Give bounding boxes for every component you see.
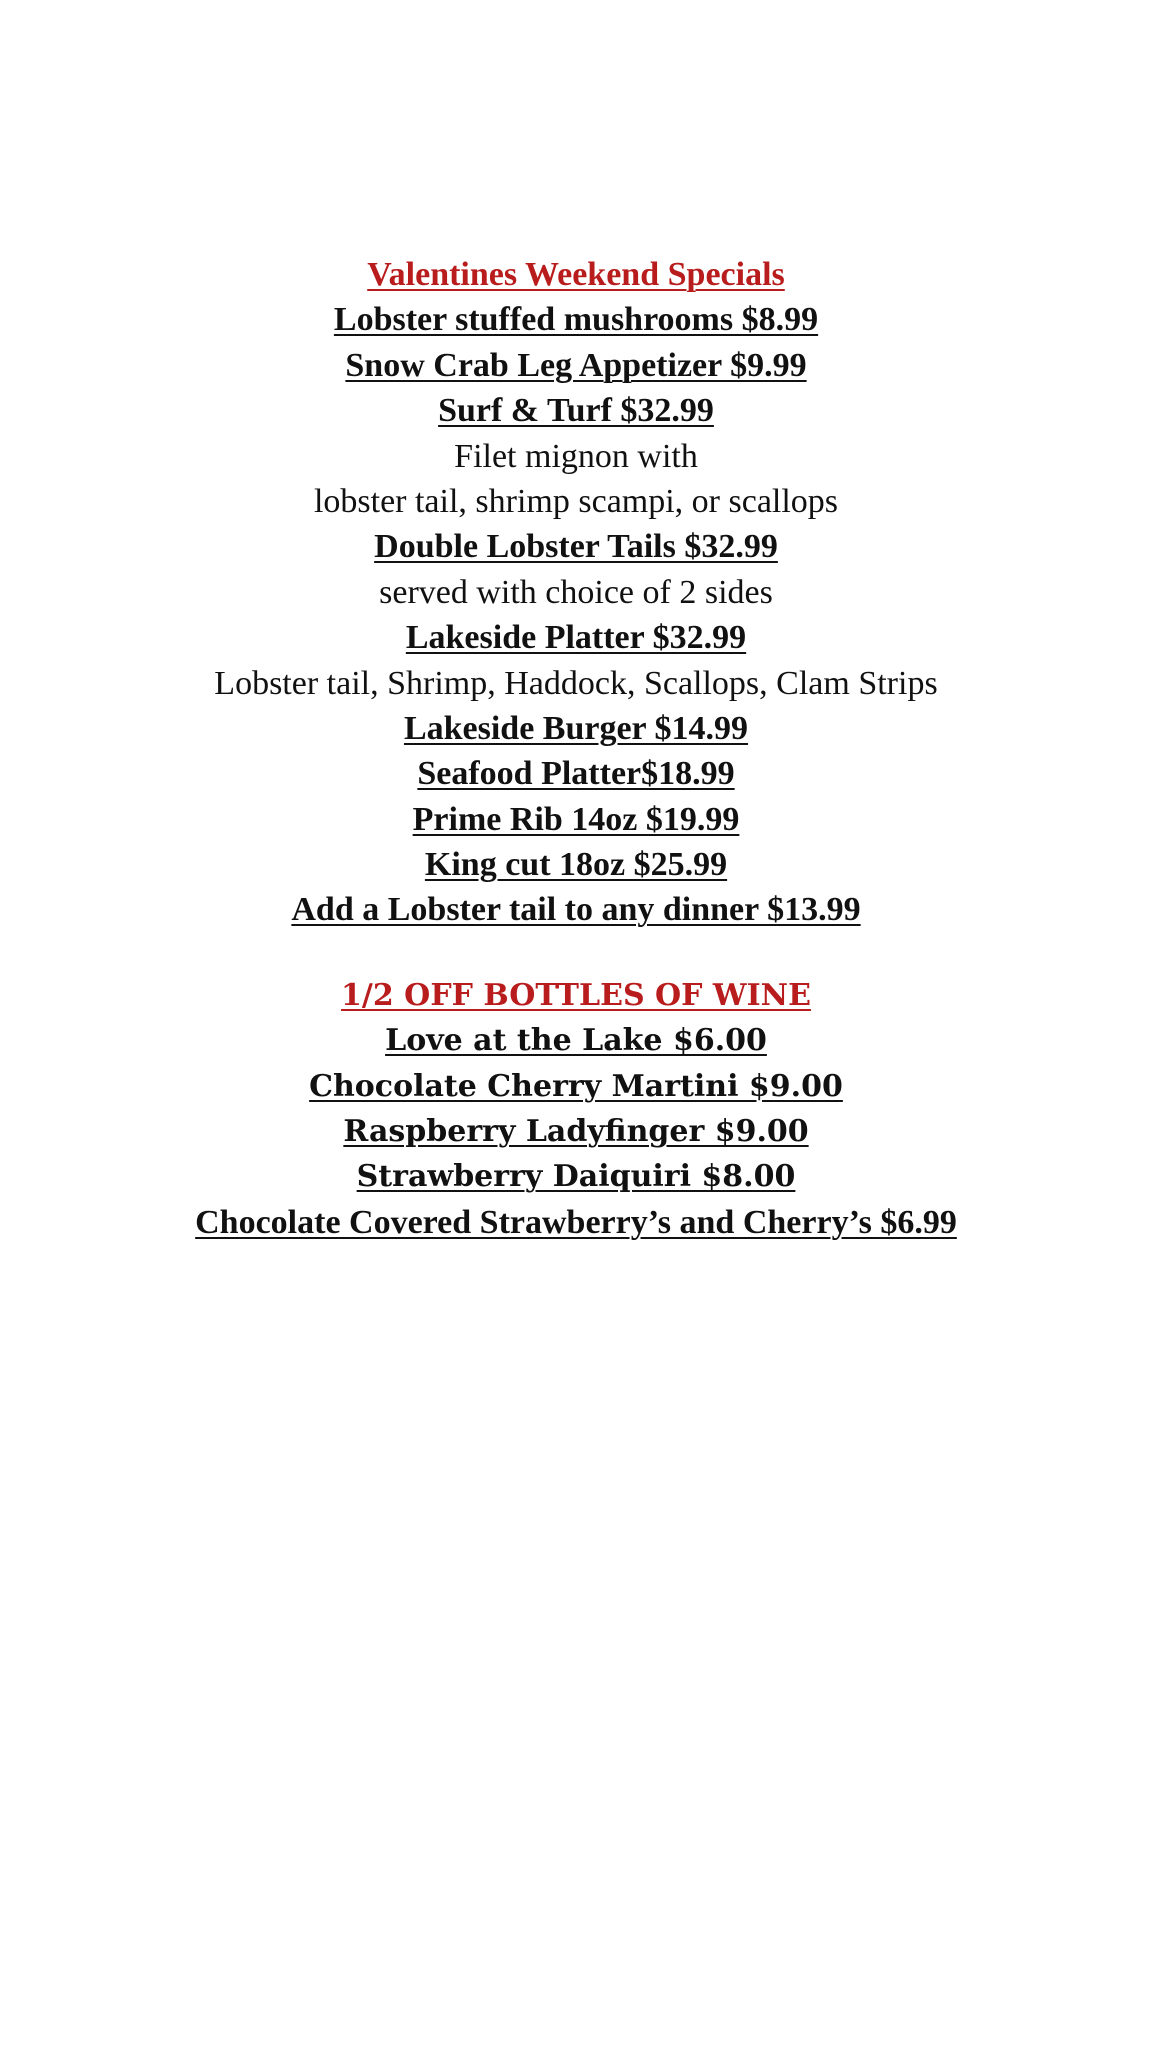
section-spacer: [0, 933, 1152, 973]
menu-item-seafood-platter: Seafood Platter$18.99: [417, 755, 735, 793]
menu-item-surf-and-turf: Surf & Turf $32.99: [438, 392, 714, 430]
menu-item-snow-crab-leg-appetizer: Snow Crab Leg Appetizer $9.99: [345, 346, 807, 384]
menu-item-king-cut: King cut 18oz $25.99: [424, 846, 728, 884]
menu-item-lobster-stuffed-mushrooms: Lobster stuffed mushrooms $8.99: [333, 301, 819, 339]
wine-title: 1/2 OFF BOTTLES OF WINE: [341, 977, 811, 1013]
menu-item-description: Lobster tail, Shrimp, Haddock, Scallops, Clam Strips: [214, 664, 938, 702]
drink-item-love-at-the-lake: Love at the Lake $6.00: [385, 1023, 767, 1059]
dessert-item-chocolate-covered-strawberries: Chocolate Covered Strawberry’s and Cherry’s $6.99: [195, 1203, 957, 1241]
specials-title: Valentines Weekend Specials: [367, 256, 785, 293]
menu-item-prime-rib: Prime Rib 14oz $19.99: [412, 800, 740, 838]
menu-item-double-lobster-tails: Double Lobster Tails $32.99: [374, 528, 778, 566]
drink-item-chocolate-cherry-martini: Chocolate Cherry Martini $9.00: [309, 1068, 843, 1104]
specials-menu: [0, 252, 1152, 1245]
menu-item-lakeside-platter: Lakeside Platter $32.99: [405, 619, 747, 657]
menu-item-lakeside-burger: Lakeside Burger $14.99: [403, 709, 749, 747]
menu-item-description: Filet mignon with: [454, 437, 698, 475]
menu-item-add-lobster-tail: Add a Lobster tail to any dinner $13.99: [291, 891, 861, 929]
drink-item-strawberry-daiquiri: Strawberry Daiquiri $8.00: [356, 1159, 796, 1195]
menu-item-description: served with choice of 2 sides: [379, 573, 773, 611]
menu-item-description: lobster tail, shrimp scampi, or scallops: [313, 482, 839, 520]
drink-item-raspberry-ladyfinger: Raspberry Ladyfinger $9.00: [343, 1114, 809, 1150]
